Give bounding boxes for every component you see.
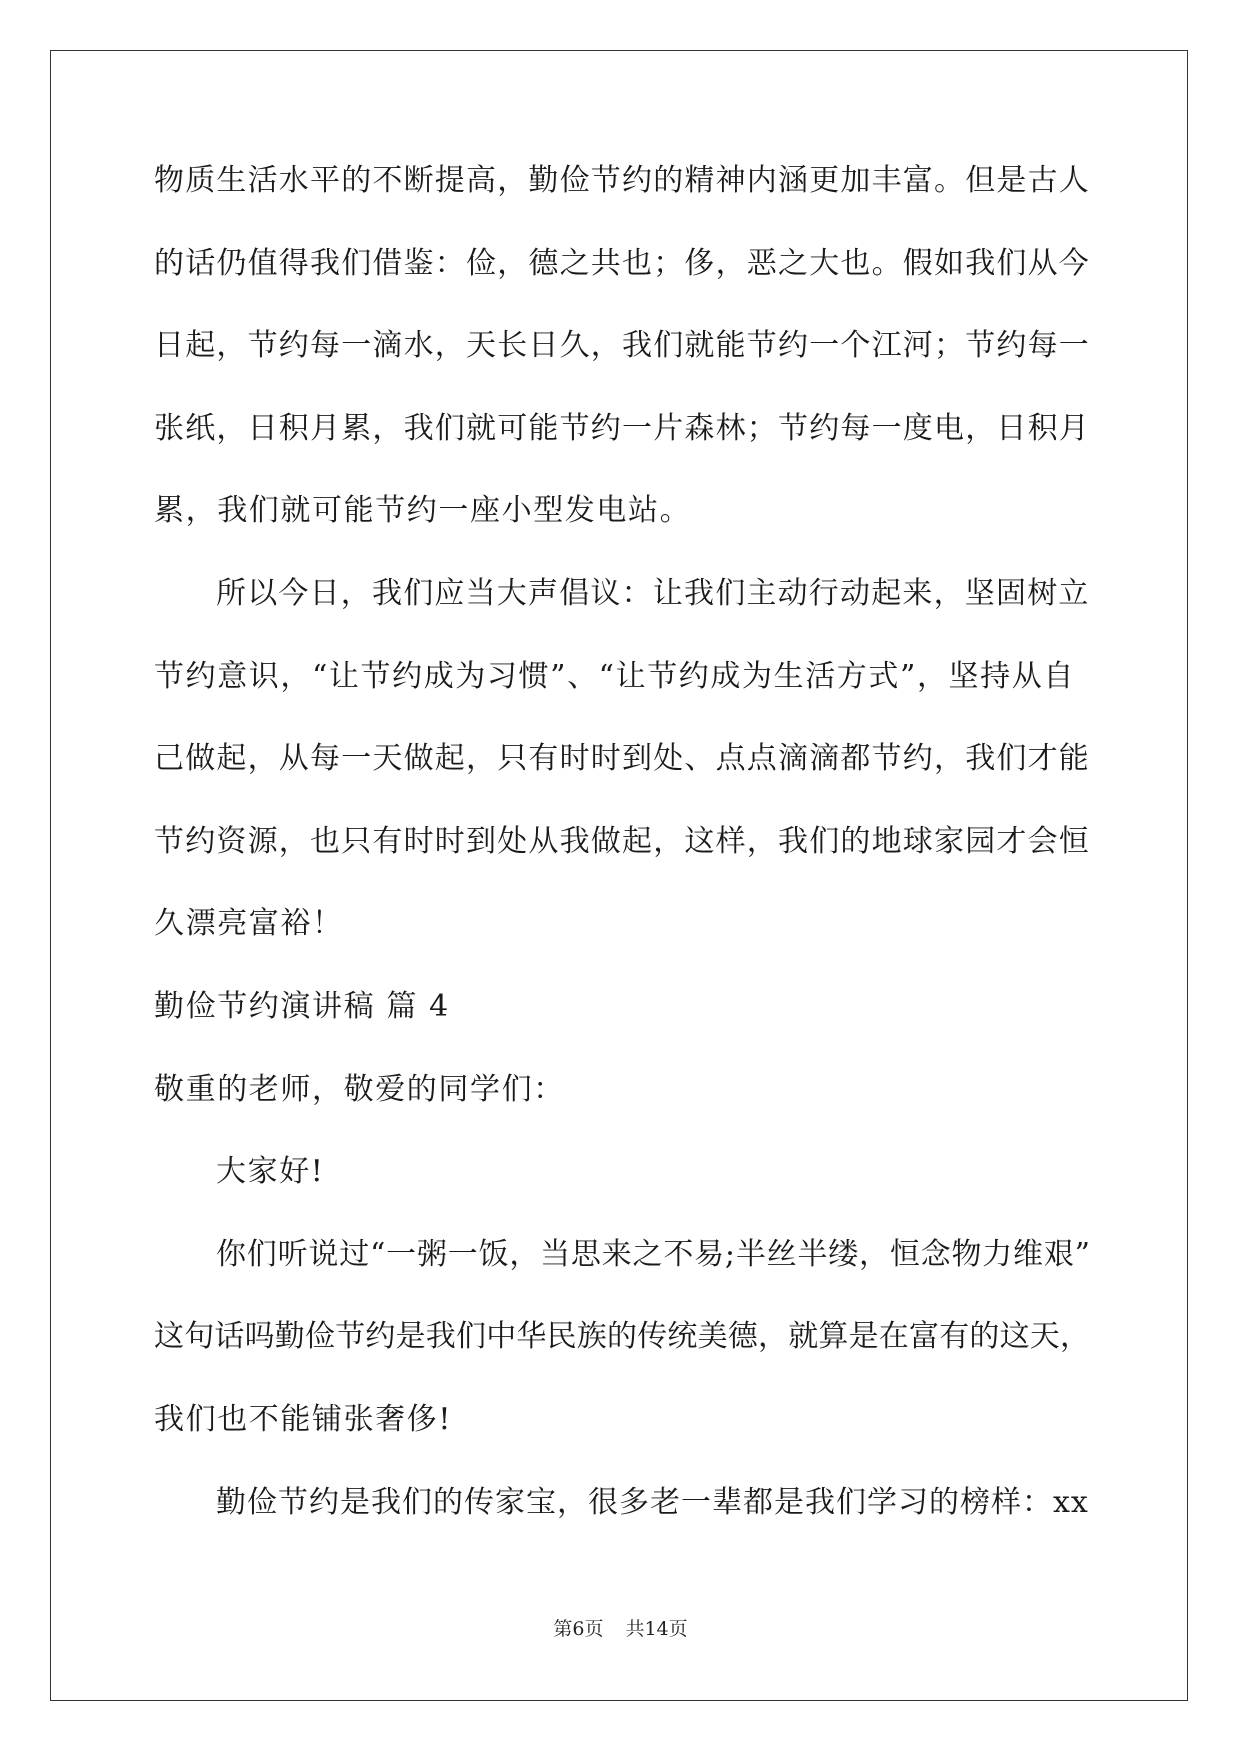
page-footer — [0, 1618, 1241, 1640]
paragraph-start-line: 勤俭节约是我们的传家宝，很多老一辈都是我们学习的榜样：xx — [216, 1484, 1089, 1520]
text-line: 我们也不能铺张奢侈! — [154, 1401, 453, 1437]
text-line: 久漂亮富裕！ — [154, 906, 344, 942]
document-body — [154, 163, 1094, 1570]
greeting: 大家好! — [216, 1154, 325, 1190]
paragraph-start-line: 所以今日，我们应当大声倡议：让我们主动行动起来，坚固树立 — [216, 575, 1090, 611]
salutation: 敬重的老师，敬爱的同学们： — [154, 1071, 565, 1107]
text-line: 累，我们就可能节约一座小型发电站。 — [154, 493, 692, 529]
text-line: 的话仍值得我们借鉴：俭，德之共也；侈，恶之大也。假如我们从今 — [154, 245, 1090, 281]
text-line: 物质生活水平的不断提高，勤俭节约的精神内涵更加丰富。但是古人 — [154, 163, 1090, 198]
text-line: 这句话吗勤俭节约是我们中华民族的传统美德，就算是在富有的这天， — [154, 1319, 1091, 1355]
text-line: 张纸，日积月累，我们就可能节约一片森林；节约每一度电，日积月 — [154, 410, 1090, 446]
text-line: 节约资源，也只有时时到处从我做起，这样，我们的地球家园才会恒 — [154, 823, 1090, 859]
page-number: 第6页 — [553, 1618, 604, 1640]
section-heading: 勤俭节约演讲稿 篇 4 — [154, 988, 450, 1024]
text-line: 日起，节约每一滴水，天长日久，我们就能节约一个江河；节约每一 — [154, 328, 1090, 364]
paragraph-start-line: 你们听说过“一粥一饭，当思来之不易;半丝半缕，恒念物力维艰” — [216, 1236, 1091, 1272]
text-line: 己做起，从每一天做起，只有时时到处、点点滴滴都节约，我们才能 — [154, 741, 1090, 777]
page-total: 共14页 — [625, 1618, 688, 1640]
text-line: 节约意识，“让节约成为习惯”、“让节约成为生活方式”，坚持从自 — [154, 658, 1075, 694]
